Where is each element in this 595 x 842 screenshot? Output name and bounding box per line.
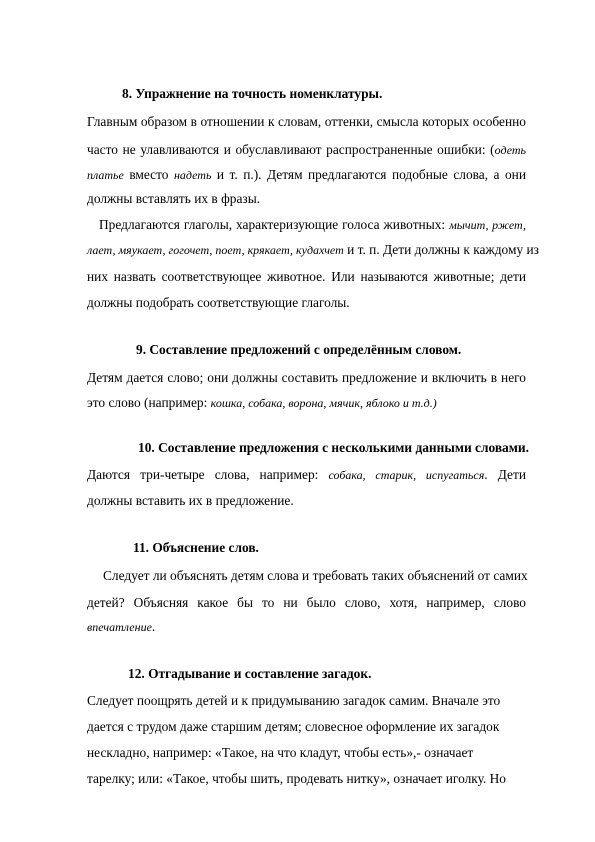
section-9-line-2: это слово (например: кошка, собака, ворона, мячик, яблоко и т.д.) xyxy=(87,395,437,410)
section-8-line-7: них назвать соответствующее животное. Или называются животные; дети xyxy=(87,269,526,284)
section-10-line-1: Даются три-четыре слова, например: собака, старик, испугаться. Дети xyxy=(87,467,526,482)
section-8-line-8: должны подобрать соответствующие глаголы. xyxy=(87,295,350,310)
section-8-line-3: платье вместо надеть и т. п.). Детям предлагаются подобные слова, а они xyxy=(87,167,526,182)
section-11-line-1: Следует ли объяснять детям слова и требовать таких объяснений от самих xyxy=(103,568,528,583)
section-8-heading: 8. Упражнение на точность номенклатуры. xyxy=(122,86,383,101)
section-12-line-1: Следует поощрять детей и к придумыванию загадок самим. Вначале это xyxy=(87,693,501,708)
section-8-line-5: Предлагаются глаголы, характеризующие голоса животных: мычит, ржет, xyxy=(99,217,526,232)
section-10-heading: 10. Составление предложения с несколькими данными словами. xyxy=(138,440,529,455)
section-12-line-2: дается с трудом даже старшим детям; словесное оформление их загадок xyxy=(87,719,500,734)
section-12-line-4: тарелку; или: «Такое, чтобы шить, продевать нитку», означает иголку. Но xyxy=(87,771,506,786)
section-9-line-1: Детям дается слово; они должны составить предложение и включить в него xyxy=(87,370,526,385)
section-8-line-1: Главным образом в отношении к словам, оттенки, смысла которых особенно xyxy=(87,114,526,129)
section-11-line-3: впечатление. xyxy=(87,619,156,634)
section-8-line-6: лает, мяукает, гогочет, поет, крякает, кудахчет и т. п. Дети должны к каждому из xyxy=(87,242,539,257)
section-8-line-4: должны вставлять их в фразы. xyxy=(87,191,261,206)
section-9-heading: 9. Составление предложений с определённым словом. xyxy=(136,342,462,357)
section-11-line-2: детей? Объясняя какое бы то ни было слово, хотя, например, слово xyxy=(87,595,526,610)
section-12-heading: 12. Отгадывание и составление загадок. xyxy=(128,666,372,681)
section-12-line-3: нескладно, например: «Такое, на что кладут, чтобы есть»,- означает xyxy=(87,745,474,760)
section-8-line-2: часто не улавливаются и обуславливают распространенные ошибки: (одеть xyxy=(87,142,526,157)
section-10-line-2: должны вставить их в предложение. xyxy=(87,493,294,508)
section-11-heading: 11. Объяснение слов. xyxy=(133,540,259,555)
